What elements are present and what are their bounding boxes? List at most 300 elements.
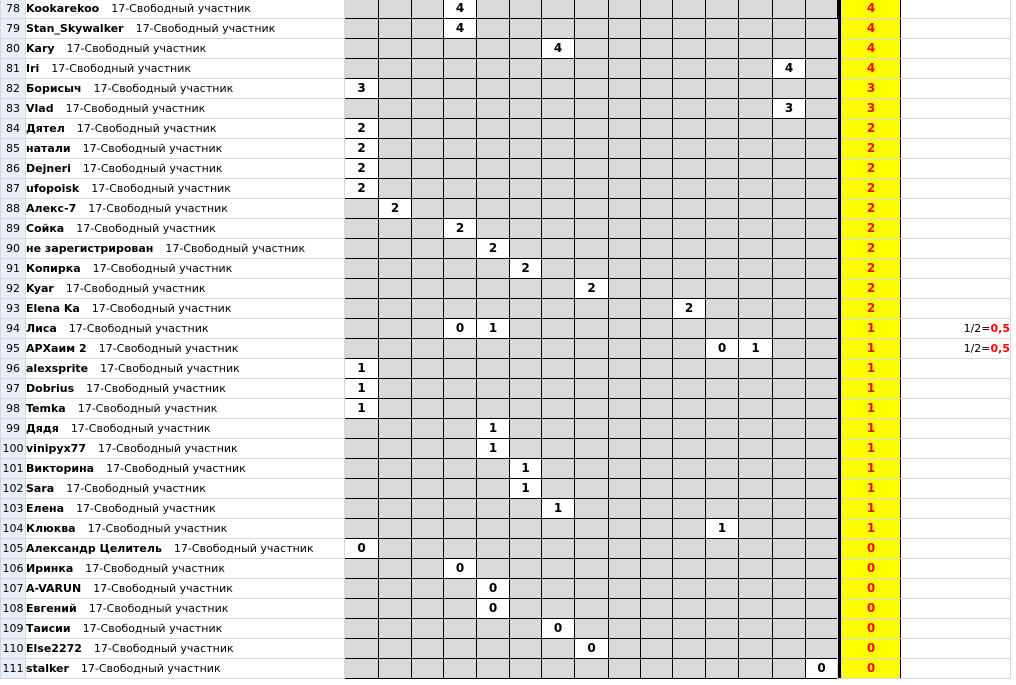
score-cell[interactable]	[706, 79, 739, 99]
note-cell[interactable]	[901, 379, 1011, 399]
score-cell[interactable]	[641, 659, 673, 679]
score-cell[interactable]	[609, 119, 641, 139]
score-cell[interactable]	[477, 0, 510, 19]
score-cell[interactable]	[575, 559, 609, 579]
score-cell[interactable]: 0	[575, 639, 609, 659]
score-cell[interactable]	[345, 639, 379, 659]
score-cell[interactable]	[412, 79, 444, 99]
score-cell[interactable]	[806, 519, 838, 539]
score-cell[interactable]	[510, 359, 542, 379]
score-cell[interactable]	[542, 299, 575, 319]
score-cell[interactable]	[673, 619, 706, 639]
note-cell[interactable]	[901, 239, 1011, 259]
score-cell[interactable]	[641, 59, 673, 79]
score-cell[interactable]	[739, 99, 773, 119]
score-cell[interactable]	[510, 239, 542, 259]
score-cell[interactable]	[806, 59, 838, 79]
score-cell[interactable]: 3	[345, 79, 379, 99]
score-cell[interactable]	[412, 319, 444, 339]
score-cell[interactable]	[345, 339, 379, 359]
score-cell[interactable]	[510, 619, 542, 639]
score-cell[interactable]	[641, 339, 673, 359]
score-cell[interactable]	[706, 559, 739, 579]
score-cell[interactable]	[379, 299, 412, 319]
score-cell[interactable]	[542, 579, 575, 599]
score-cell[interactable]	[806, 259, 838, 279]
score-cell[interactable]	[477, 339, 510, 359]
score-cell[interactable]	[641, 359, 673, 379]
score-cell[interactable]	[542, 0, 575, 19]
note-cell[interactable]	[901, 19, 1011, 39]
score-cell[interactable]	[412, 659, 444, 679]
row-number[interactable]: 83	[1, 99, 26, 119]
row-number[interactable]: 84	[1, 119, 26, 139]
score-cell[interactable]	[739, 19, 773, 39]
score-cell[interactable]	[412, 499, 444, 519]
score-cell[interactable]	[477, 519, 510, 539]
score-cell[interactable]: 0	[444, 559, 477, 579]
score-cell[interactable]: 2	[444, 219, 477, 239]
score-cell[interactable]	[542, 139, 575, 159]
score-cell[interactable]	[806, 379, 838, 399]
score-cell[interactable]	[673, 0, 706, 19]
score-cell[interactable]	[510, 439, 542, 459]
note-cell[interactable]	[901, 359, 1011, 379]
score-cell[interactable]	[706, 199, 739, 219]
row-number[interactable]: 86	[1, 159, 26, 179]
row-number[interactable]: 78	[1, 0, 26, 19]
note-cell[interactable]	[901, 199, 1011, 219]
score-cell[interactable]	[477, 79, 510, 99]
score-cell[interactable]: 0	[444, 319, 477, 339]
total-cell[interactable]: 0	[842, 539, 901, 559]
score-cell[interactable]	[542, 459, 575, 479]
score-cell[interactable]	[609, 619, 641, 639]
score-cell[interactable]	[773, 159, 806, 179]
total-cell[interactable]: 1	[842, 499, 901, 519]
score-cell[interactable]	[510, 139, 542, 159]
participant-cell[interactable]	[26, 79, 345, 99]
score-cell[interactable]	[379, 539, 412, 559]
score-cell[interactable]	[641, 399, 673, 419]
score-cell[interactable]	[542, 379, 575, 399]
score-cell[interactable]	[739, 519, 773, 539]
score-cell[interactable]	[641, 519, 673, 539]
score-cell[interactable]	[412, 619, 444, 639]
participant-cell[interactable]	[26, 219, 345, 239]
score-cell[interactable]	[641, 159, 673, 179]
score-cell[interactable]	[609, 139, 641, 159]
score-cell[interactable]	[412, 379, 444, 399]
total-cell[interactable]: 3	[842, 99, 901, 119]
total-cell[interactable]: 1	[842, 439, 901, 459]
score-cell[interactable]	[609, 199, 641, 219]
score-cell[interactable]	[379, 559, 412, 579]
score-cell[interactable]	[773, 339, 806, 359]
score-cell[interactable]	[444, 39, 477, 59]
total-cell[interactable]: 1	[842, 359, 901, 379]
score-cell[interactable]	[510, 599, 542, 619]
score-cell[interactable]	[575, 259, 609, 279]
score-cell[interactable]	[641, 179, 673, 199]
score-cell[interactable]	[444, 119, 477, 139]
score-cell[interactable]: 2	[673, 299, 706, 319]
score-cell[interactable]	[412, 419, 444, 439]
score-cell[interactable]	[345, 19, 379, 39]
score-cell[interactable]	[510, 539, 542, 559]
score-cell[interactable]	[444, 239, 477, 259]
score-cell[interactable]	[739, 459, 773, 479]
score-cell[interactable]	[379, 79, 412, 99]
score-cell[interactable]	[575, 439, 609, 459]
score-cell[interactable]	[444, 299, 477, 319]
score-cell[interactable]: 3	[773, 99, 806, 119]
score-cell[interactable]	[477, 299, 510, 319]
participant-cell[interactable]	[26, 379, 345, 399]
score-cell[interactable]	[575, 579, 609, 599]
score-cell[interactable]	[444, 459, 477, 479]
score-cell[interactable]	[412, 399, 444, 419]
score-cell[interactable]	[575, 339, 609, 359]
score-cell[interactable]	[806, 299, 838, 319]
score-cell[interactable]	[641, 239, 673, 259]
score-cell[interactable]	[773, 519, 806, 539]
score-cell[interactable]	[673, 19, 706, 39]
participant-cell[interactable]	[26, 339, 345, 359]
score-cell[interactable]	[673, 179, 706, 199]
score-cell[interactable]	[609, 419, 641, 439]
score-cell[interactable]	[412, 59, 444, 79]
participant-cell[interactable]	[26, 399, 345, 419]
score-cell[interactable]	[706, 479, 739, 499]
total-cell[interactable]: 3	[842, 79, 901, 99]
score-cell[interactable]	[510, 79, 542, 99]
score-cell[interactable]	[379, 619, 412, 639]
score-cell[interactable]	[773, 299, 806, 319]
score-cell[interactable]	[345, 299, 379, 319]
note-cell[interactable]	[901, 579, 1011, 599]
score-cell[interactable]	[575, 99, 609, 119]
score-cell[interactable]	[773, 399, 806, 419]
score-cell[interactable]	[773, 239, 806, 259]
row-number[interactable]: 87	[1, 179, 26, 199]
participant-cell[interactable]	[26, 59, 345, 79]
score-cell[interactable]	[379, 579, 412, 599]
score-cell[interactable]	[510, 219, 542, 239]
score-cell[interactable]: 0	[345, 539, 379, 559]
score-cell[interactable]	[609, 519, 641, 539]
score-cell[interactable]	[739, 579, 773, 599]
score-cell[interactable]	[575, 59, 609, 79]
score-cell[interactable]	[575, 79, 609, 99]
score-cell[interactable]	[510, 279, 542, 299]
row-number[interactable]: 99	[1, 419, 26, 439]
score-cell[interactable]	[477, 619, 510, 639]
score-cell[interactable]	[806, 599, 838, 619]
score-cell[interactable]	[641, 79, 673, 99]
score-cell[interactable]	[739, 499, 773, 519]
score-cell[interactable]	[477, 179, 510, 199]
score-cell[interactable]: 2	[575, 279, 609, 299]
score-cell[interactable]	[806, 179, 838, 199]
score-cell[interactable]	[412, 99, 444, 119]
score-cell[interactable]	[542, 159, 575, 179]
score-cell[interactable]	[575, 159, 609, 179]
score-cell[interactable]	[444, 639, 477, 659]
score-cell[interactable]	[673, 379, 706, 399]
total-cell[interactable]: 2	[842, 139, 901, 159]
score-cell[interactable]	[345, 419, 379, 439]
row-number[interactable]: 100	[1, 439, 26, 459]
score-cell[interactable]	[739, 439, 773, 459]
score-cell[interactable]	[444, 479, 477, 499]
score-cell[interactable]	[412, 139, 444, 159]
participant-cell[interactable]	[26, 419, 345, 439]
score-cell[interactable]	[641, 99, 673, 119]
score-cell[interactable]	[673, 519, 706, 539]
score-cell[interactable]	[609, 479, 641, 499]
score-cell[interactable]	[673, 559, 706, 579]
score-cell[interactable]	[806, 79, 838, 99]
score-cell[interactable]	[706, 579, 739, 599]
total-cell[interactable]: 0	[842, 599, 901, 619]
score-cell[interactable]	[510, 559, 542, 579]
score-cell[interactable]	[806, 339, 838, 359]
score-cell[interactable]	[542, 539, 575, 559]
score-cell[interactable]	[739, 0, 773, 19]
score-cell[interactable]	[412, 179, 444, 199]
score-cell[interactable]	[412, 359, 444, 379]
score-cell[interactable]	[575, 399, 609, 419]
score-cell[interactable]	[542, 99, 575, 119]
score-cell[interactable]: 1	[542, 499, 575, 519]
score-cell[interactable]	[575, 459, 609, 479]
score-cell[interactable]: 4	[773, 59, 806, 79]
score-cell[interactable]	[444, 579, 477, 599]
note-cell[interactable]	[901, 659, 1011, 679]
score-cell[interactable]	[609, 279, 641, 299]
score-cell[interactable]	[673, 539, 706, 559]
score-cell[interactable]	[379, 419, 412, 439]
score-cell[interactable]	[510, 159, 542, 179]
score-cell[interactable]	[673, 259, 706, 279]
score-cell[interactable]	[477, 499, 510, 519]
note-cell[interactable]	[901, 99, 1011, 119]
score-cell[interactable]	[609, 319, 641, 339]
score-cell[interactable]	[444, 419, 477, 439]
score-cell[interactable]	[706, 59, 739, 79]
score-cell[interactable]	[739, 379, 773, 399]
score-cell[interactable]: 2	[345, 159, 379, 179]
score-cell[interactable]	[706, 459, 739, 479]
row-number[interactable]: 82	[1, 79, 26, 99]
total-cell[interactable]: 0	[842, 559, 901, 579]
participant-cell[interactable]	[26, 439, 345, 459]
score-cell[interactable]	[379, 99, 412, 119]
row-number[interactable]: 81	[1, 59, 26, 79]
note-cell[interactable]	[901, 39, 1011, 59]
row-number[interactable]: 80	[1, 39, 26, 59]
score-cell[interactable]	[542, 479, 575, 499]
score-cell[interactable]	[379, 219, 412, 239]
score-cell[interactable]	[706, 0, 739, 19]
score-cell[interactable]	[542, 399, 575, 419]
total-cell[interactable]: 1	[842, 519, 901, 539]
score-cell[interactable]	[345, 239, 379, 259]
score-cell[interactable]	[739, 199, 773, 219]
row-number[interactable]: 90	[1, 239, 26, 259]
score-cell[interactable]	[673, 219, 706, 239]
score-cell[interactable]	[575, 319, 609, 339]
score-cell[interactable]	[444, 159, 477, 179]
score-cell[interactable]	[773, 619, 806, 639]
participant-cell[interactable]	[26, 499, 345, 519]
score-cell[interactable]	[412, 219, 444, 239]
row-number[interactable]: 95	[1, 339, 26, 359]
score-cell[interactable]	[444, 139, 477, 159]
score-cell[interactable]	[412, 579, 444, 599]
score-cell[interactable]	[739, 159, 773, 179]
score-cell[interactable]	[477, 379, 510, 399]
score-cell[interactable]	[773, 19, 806, 39]
score-cell[interactable]	[673, 39, 706, 59]
score-cell[interactable]	[412, 439, 444, 459]
score-cell[interactable]	[773, 39, 806, 59]
row-number[interactable]: 108	[1, 599, 26, 619]
note-cell[interactable]	[901, 399, 1011, 419]
row-number[interactable]: 88	[1, 199, 26, 219]
score-cell[interactable]	[641, 379, 673, 399]
note-cell[interactable]	[901, 319, 1011, 339]
score-cell[interactable]	[609, 579, 641, 599]
score-cell[interactable]	[706, 599, 739, 619]
score-cell[interactable]	[773, 379, 806, 399]
score-cell[interactable]	[739, 259, 773, 279]
score-cell[interactable]	[739, 659, 773, 679]
score-cell[interactable]	[641, 259, 673, 279]
score-cell[interactable]	[773, 279, 806, 299]
score-cell[interactable]	[542, 519, 575, 539]
score-cell[interactable]	[542, 19, 575, 39]
score-cell[interactable]	[542, 219, 575, 239]
score-cell[interactable]	[641, 199, 673, 219]
score-cell[interactable]	[673, 639, 706, 659]
participant-cell[interactable]	[26, 299, 345, 319]
score-cell[interactable]	[706, 439, 739, 459]
score-cell[interactable]	[575, 139, 609, 159]
score-cell[interactable]	[806, 359, 838, 379]
score-cell[interactable]: 0	[806, 659, 838, 679]
score-cell[interactable]: 2	[345, 119, 379, 139]
score-cell[interactable]	[510, 639, 542, 659]
score-cell[interactable]	[641, 139, 673, 159]
score-cell[interactable]	[477, 119, 510, 139]
participant-cell[interactable]	[26, 119, 345, 139]
score-cell[interactable]: 1	[345, 359, 379, 379]
row-number[interactable]: 79	[1, 19, 26, 39]
score-cell[interactable]	[575, 499, 609, 519]
score-cell[interactable]	[673, 99, 706, 119]
score-cell[interactable]	[379, 499, 412, 519]
score-cell[interactable]	[673, 579, 706, 599]
score-cell[interactable]	[477, 359, 510, 379]
score-cell[interactable]	[345, 479, 379, 499]
score-cell[interactable]	[345, 39, 379, 59]
total-cell[interactable]: 1	[842, 399, 901, 419]
score-cell[interactable]	[673, 279, 706, 299]
score-cell[interactable]	[575, 479, 609, 499]
participant-cell[interactable]	[26, 99, 345, 119]
score-cell[interactable]	[806, 0, 838, 19]
score-cell[interactable]	[706, 159, 739, 179]
score-cell[interactable]	[412, 299, 444, 319]
score-cell[interactable]	[806, 539, 838, 559]
score-cell[interactable]	[673, 199, 706, 219]
note-cell[interactable]	[901, 259, 1011, 279]
score-cell[interactable]	[379, 39, 412, 59]
score-cell[interactable]	[673, 139, 706, 159]
score-cell[interactable]: 2	[345, 139, 379, 159]
score-cell[interactable]	[510, 19, 542, 39]
score-cell[interactable]	[641, 279, 673, 299]
score-cell[interactable]	[806, 99, 838, 119]
score-cell[interactable]	[575, 239, 609, 259]
score-cell[interactable]	[444, 599, 477, 619]
score-cell[interactable]	[510, 299, 542, 319]
score-cell[interactable]	[706, 619, 739, 639]
total-cell[interactable]: 4	[842, 0, 901, 19]
score-cell[interactable]	[806, 119, 838, 139]
score-cell[interactable]	[806, 459, 838, 479]
note-cell[interactable]	[901, 339, 1011, 359]
score-cell[interactable]	[673, 479, 706, 499]
score-cell[interactable]	[739, 139, 773, 159]
score-cell[interactable]	[773, 119, 806, 139]
score-cell[interactable]	[444, 259, 477, 279]
total-cell[interactable]: 2	[842, 299, 901, 319]
score-cell[interactable]	[412, 0, 444, 19]
score-cell[interactable]	[575, 199, 609, 219]
row-number[interactable]: 103	[1, 499, 26, 519]
score-cell[interactable]	[739, 59, 773, 79]
score-cell[interactable]	[345, 619, 379, 639]
score-cell[interactable]	[412, 639, 444, 659]
score-cell[interactable]	[609, 79, 641, 99]
score-cell[interactable]	[806, 399, 838, 419]
note-cell[interactable]	[901, 639, 1011, 659]
participant-cell[interactable]	[26, 619, 345, 639]
score-cell[interactable]	[444, 619, 477, 639]
score-cell[interactable]	[641, 539, 673, 559]
score-cell[interactable]	[609, 499, 641, 519]
score-cell[interactable]: 4	[444, 19, 477, 39]
score-cell[interactable]	[739, 299, 773, 319]
total-cell[interactable]: 0	[842, 659, 901, 679]
score-cell[interactable]	[739, 39, 773, 59]
score-cell[interactable]	[379, 659, 412, 679]
score-cell[interactable]	[510, 39, 542, 59]
note-cell[interactable]	[901, 539, 1011, 559]
row-number[interactable]: 94	[1, 319, 26, 339]
score-cell[interactable]	[739, 479, 773, 499]
score-cell[interactable]	[609, 359, 641, 379]
total-cell[interactable]: 1	[842, 379, 901, 399]
participant-cell[interactable]	[26, 239, 345, 259]
score-cell[interactable]	[542, 119, 575, 139]
score-cell[interactable]	[412, 279, 444, 299]
participant-cell[interactable]	[26, 559, 345, 579]
score-cell[interactable]	[706, 99, 739, 119]
